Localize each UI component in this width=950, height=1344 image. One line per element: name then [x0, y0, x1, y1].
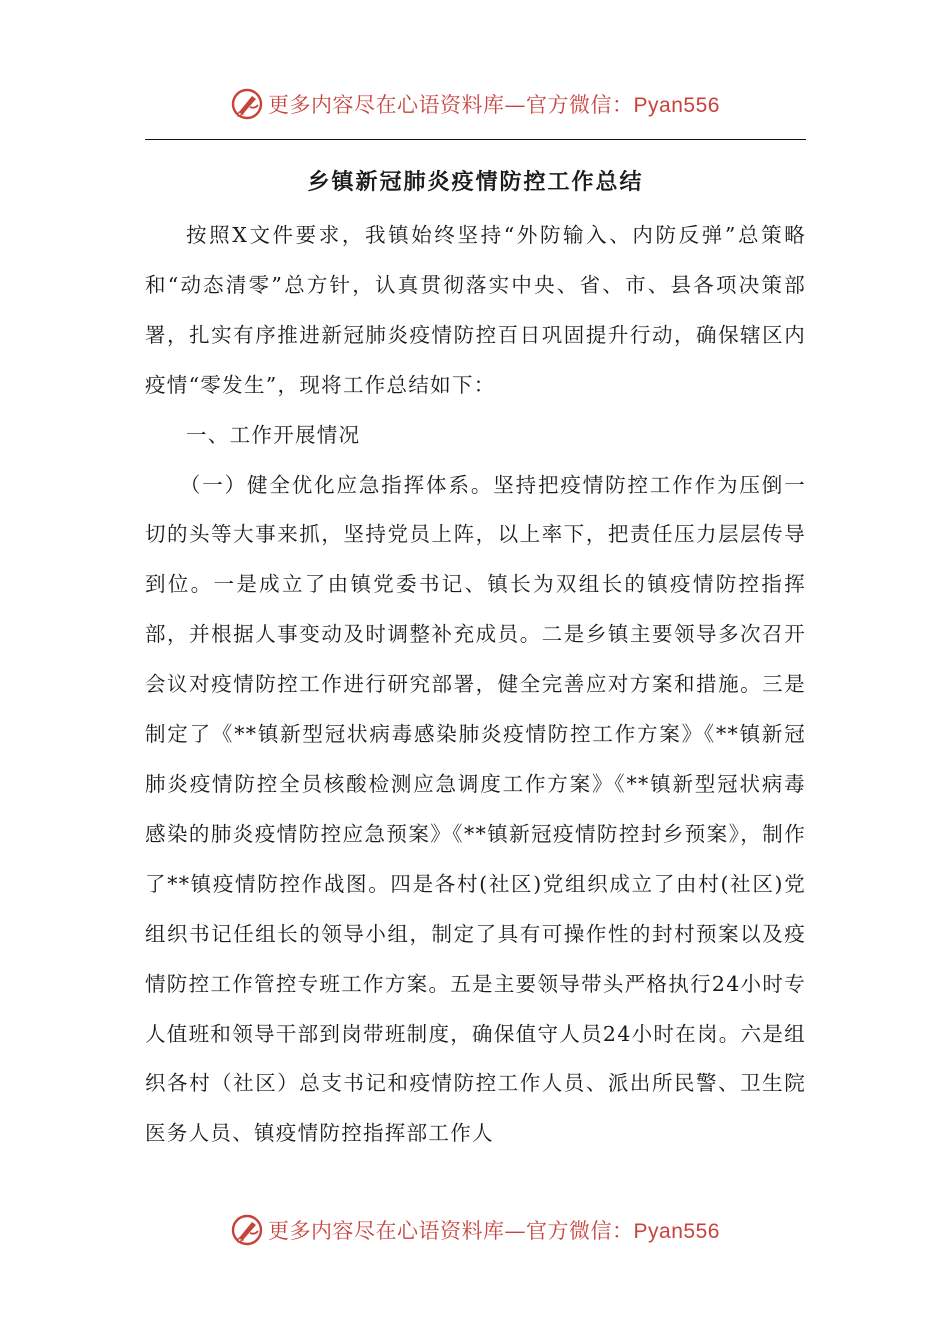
intro-paragraph: 按照X文件要求，我镇始终坚持“外防输入、内防反弹”总策略和“动态清零”总方针，认真贯彻落实中央、省、市、县各项决策部署，扎实有序推进新冠肺炎疫情防控百日巩固提升行动，确保辖区内疫情“零发生”，现将工作总结如下：: [145, 223, 806, 397]
watermark-wechat-label: 官方微信：: [526, 93, 634, 117]
document-text: [145, 211, 806, 1159]
pen-circle-logo-icon: [230, 87, 264, 121]
document-body: [145, 160, 806, 1159]
footer-watermark-banner: [0, 1208, 950, 1252]
watermark-account: Pyan556: [633, 94, 720, 117]
header-watermark-banner: [0, 82, 950, 126]
watermark-dash: —: [504, 1219, 527, 1243]
watermark-text: [268, 1215, 720, 1245]
watermark-text: [268, 89, 720, 119]
pen-circle-logo-icon: [230, 1213, 264, 1247]
watermark-prefix: 更多内容尽在心语资料库: [268, 1219, 505, 1243]
section-heading: 一、工作开展情况: [186, 422, 361, 447]
document-title: 乡镇新冠肺炎疫情防控工作总结: [307, 170, 644, 195]
watermark-prefix: 更多内容尽在心语资料库: [268, 93, 505, 117]
watermark-wechat-label: 官方微信：: [526, 1219, 634, 1243]
watermark-account: Pyan556: [633, 1220, 720, 1243]
section-paragraph: （一）健全优化应急指挥体系。坚持把疫情防控工作作为压倒一切的头等大事来抓，坚持党员上阵，以上率下，把责任压力层层传导到位。一是成立了由镇党委书记、镇长为双组长的镇疫情防控指挥部，并根据人事变动及时调整补充成员。二是乡镇主要领导多次召开会议对疫情防控工作进行研究部署，健全完善应对方案和措施。三是制定了《**镇新型冠状病毒感染肺炎疫情防控工作方案》《**镇新冠肺炎疫情防控全员核酸检测应急调度工作方案》《**镇新型冠状病毒感染的肺炎疫情防控应急预案》《**镇新冠疫情防控封乡预案》，制作了**镇疫情防控作战图。四是各村(社区)党组织成立了由村(社区)党组织书记任组长的领导小组，制定了具有可操作性的封村预案以及疫情防控工作管控专班工作方案。五是主要领导带头严格执行24小时专人值班和领导干部到岗带班制度，确保值守人员24小时在岗。六是组织各村（社区）总支书记和疫情防控工作人员、派出所民警、卫生院医务人员、镇疫情防控指挥部工作人: [145, 472, 806, 1146]
header-divider: [145, 139, 806, 140]
watermark-dash: —: [504, 93, 527, 117]
